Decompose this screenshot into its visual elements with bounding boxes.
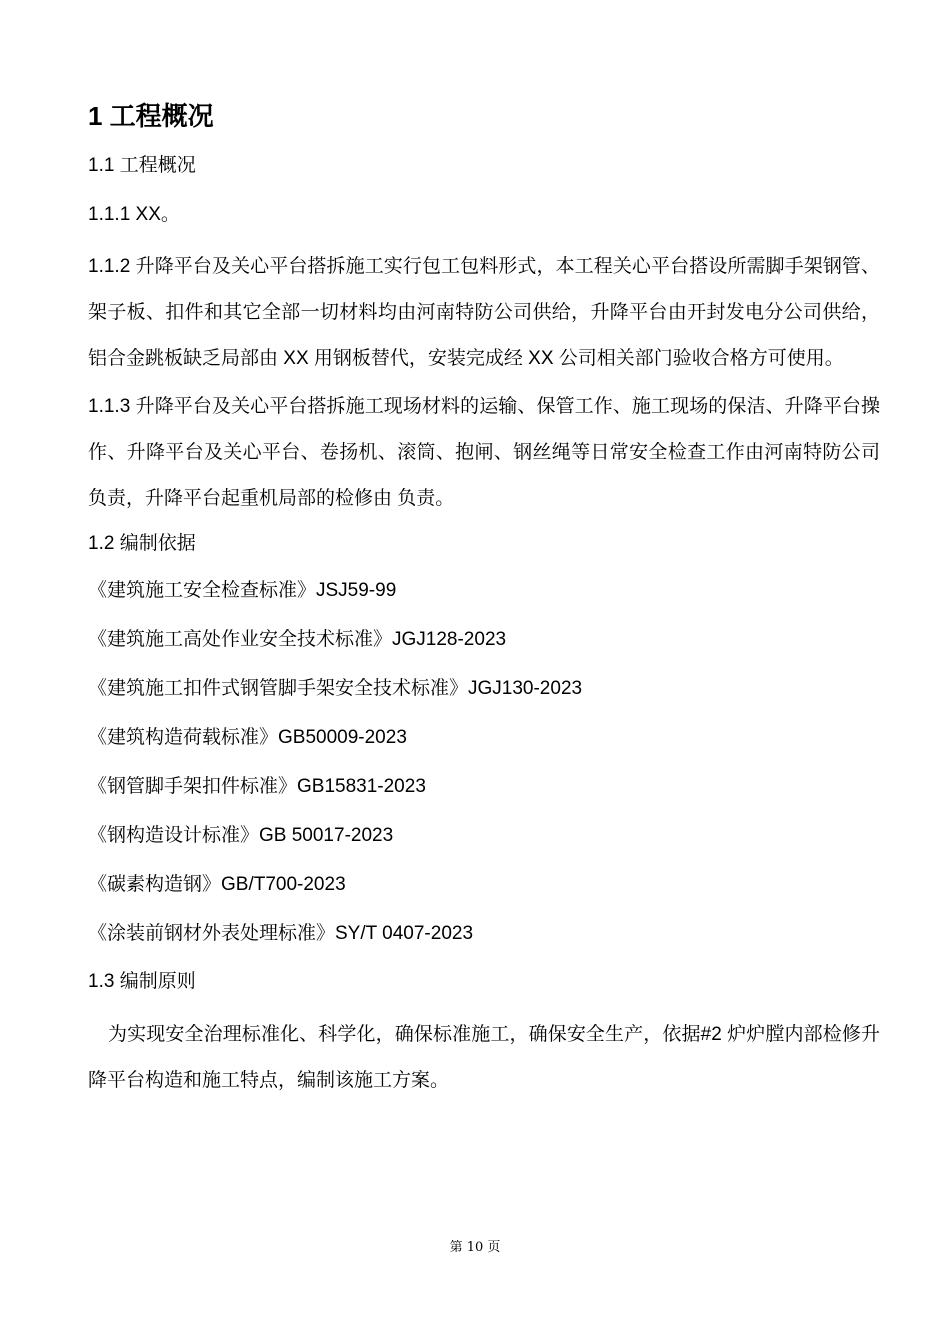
- chapter-heading: 1 工程概况: [88, 101, 214, 131]
- standard-item: 《建筑施工高处作业安全技术标准》JGJ128-2023: [88, 629, 507, 650]
- section-1-1-title: 1.1 工程概况: [88, 155, 196, 176]
- item-1-1-2: 1.1.2 升降平台及关心平台搭拆施工实行包工包料形式，本工程关心平台搭设所需脚手架钢管、架子板、扣件和其它全部一切材料均由河南特防公司供给，升降平台由开封发电分公司供给，铝合金跳板缺乏局部由 XX 用钢板替代，安装完成经 XX 公司相关部门验收合格方可使用。: [88, 256, 880, 369]
- standard-item: 《建筑施工安全检查标准》JSJ59-99: [88, 580, 397, 601]
- document-body: [88, 96, 880, 1104]
- standard-item: 《钢构造设计标准》GB 50017-2023: [88, 825, 394, 846]
- standard-item: 《建筑构造荷载标准》GB50009-2023: [88, 727, 407, 748]
- standards-list: [88, 574, 880, 951]
- section-1-2-title: 1.2 编制依据: [88, 533, 196, 554]
- standard-item: 《涂装前钢材外表处理标准》SY/T 0407-2023: [88, 923, 474, 944]
- standard-item: 《碳素构造钢》GB/T700-2023: [88, 874, 346, 895]
- item-1-1-1: 1.1.1 XX。: [88, 204, 180, 225]
- section-1-3-body: 为实现安全治理标准化、科学化，确保标准施工，确保安全生产，依据#2 炉炉膛内部检修升降平台构造和施工特点，编制该施工方案。: [88, 1024, 880, 1091]
- standard-item: 《钢管脚手架扣件标准》GB15831-2023: [88, 776, 426, 797]
- standard-item: 《建筑施工扣件式钢管脚手架安全技术标准》JGJ130-2023: [88, 678, 583, 699]
- page-number: 第 10 页: [449, 1240, 501, 1255]
- item-1-1-3: 1.1.3 升降平台及关心平台搭拆施工现场材料的运输、保管工作、施工现场的保洁、升降平台操作、升降平台及关心平台、卷扬机、滚筒、抱闸、钢丝绳等日常安全检查工作由河南特防公司负责，升降平台起重机局部的检修由 负责。: [88, 396, 880, 509]
- section-1-3-title: 1.3 编制原则: [88, 971, 196, 992]
